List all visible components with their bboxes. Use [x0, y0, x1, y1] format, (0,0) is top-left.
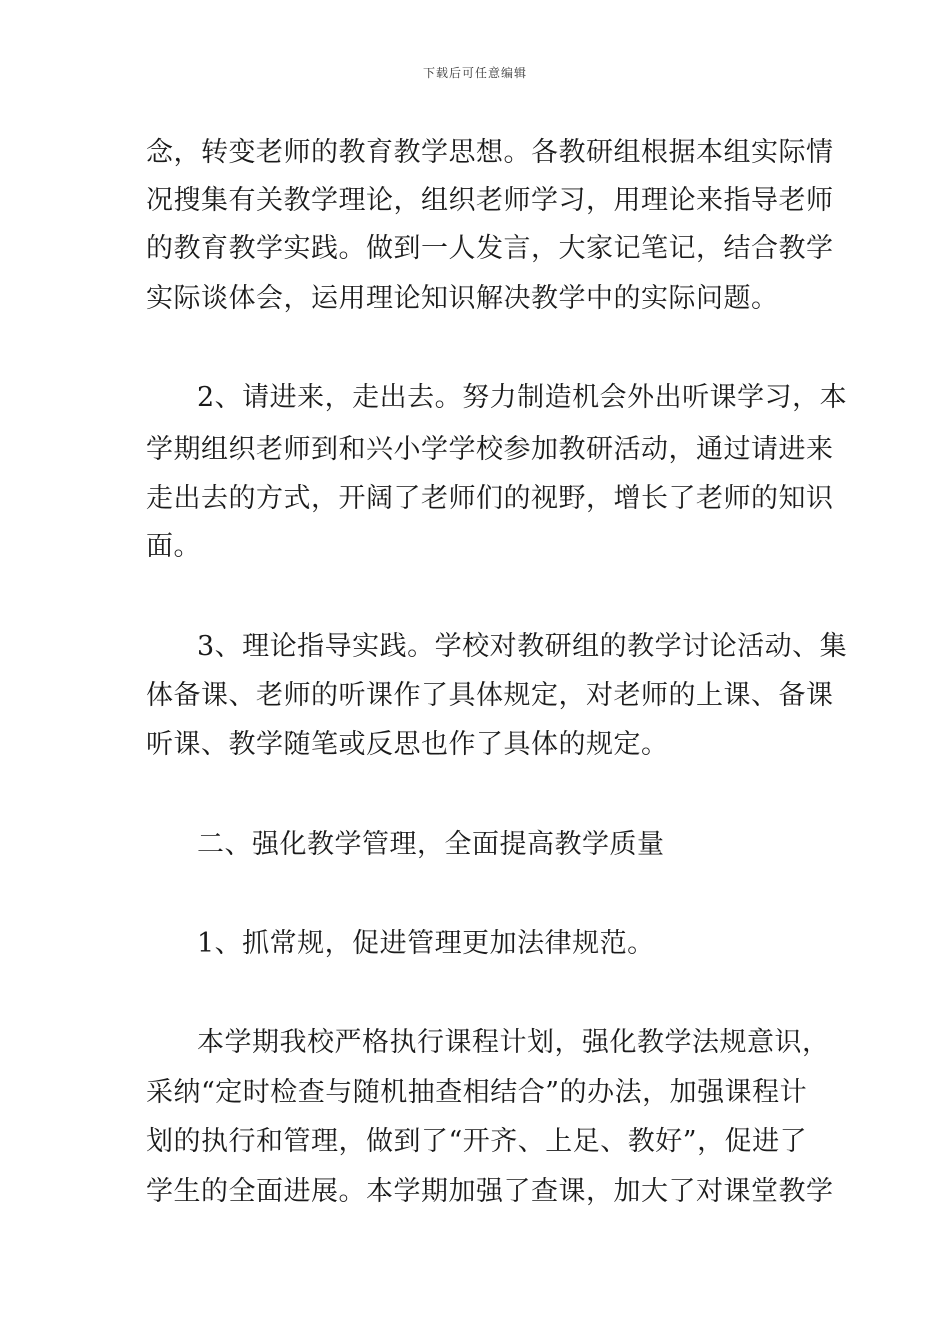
paragraph-1-line-2: 况搜集有关教学理论，组织老师学习，用理论来指导老师 — [146, 185, 834, 216]
paragraph-4-line-1: 本学期我校严格执行课程计划，强化教学法规意识， — [197, 1027, 830, 1058]
section-heading: 二、强化教学管理，全面提高教学质量 — [197, 829, 665, 860]
paragraph-1-line-1: 念，转变老师的教育教学思想。各教研组根据本组实际情 — [146, 137, 834, 168]
paragraph-3-line-1: 3、理论指导实践。学校对教研组的教学讨论活动、集 — [197, 631, 848, 662]
paragraph-3-line-2: 体备课、老师的听课作了具体规定，对老师的上课、备课 — [146, 680, 834, 711]
paragraph-2-line-1: 2、请进来，走出去。努力制造机会外出听课学习，本 — [197, 382, 848, 413]
paragraph-1-line-3: 的教育教学实践。做到一人发言，大家记笔记，结合教学 — [146, 233, 834, 264]
paragraph-2-line-3: 走出去的方式，开阔了老师们的视野，增长了老师的知识 — [146, 483, 834, 514]
paragraph-2-line-4: 面。 — [146, 531, 201, 562]
paragraph-1-line-4: 实际谈体会，运用理论知识解决教学中的实际问题。 — [146, 283, 779, 314]
header-note: 下载后可任意编辑 — [422, 66, 527, 80]
sub-heading: 1、抓常规，促进管理更加法律规范。 — [197, 928, 655, 959]
paragraph-4-line-3: 划的执行和管理，做到了“开齐、上足、教好”，促进了 — [146, 1126, 808, 1157]
paragraph-4-line-2: 采纳“定时检查与随机抽查相结合”的办法，加强课程计 — [146, 1077, 808, 1108]
paragraph-3-line-3: 听课、教学随笔或反思也作了具体的规定。 — [146, 729, 669, 760]
paragraph-4-line-4: 学生的全面进展。本学期加强了查课，加大了对课堂教学 — [146, 1176, 834, 1207]
paragraph-2-line-2: 学期组织老师到和兴小学学校参加教研活动，通过请进来 — [146, 434, 834, 465]
